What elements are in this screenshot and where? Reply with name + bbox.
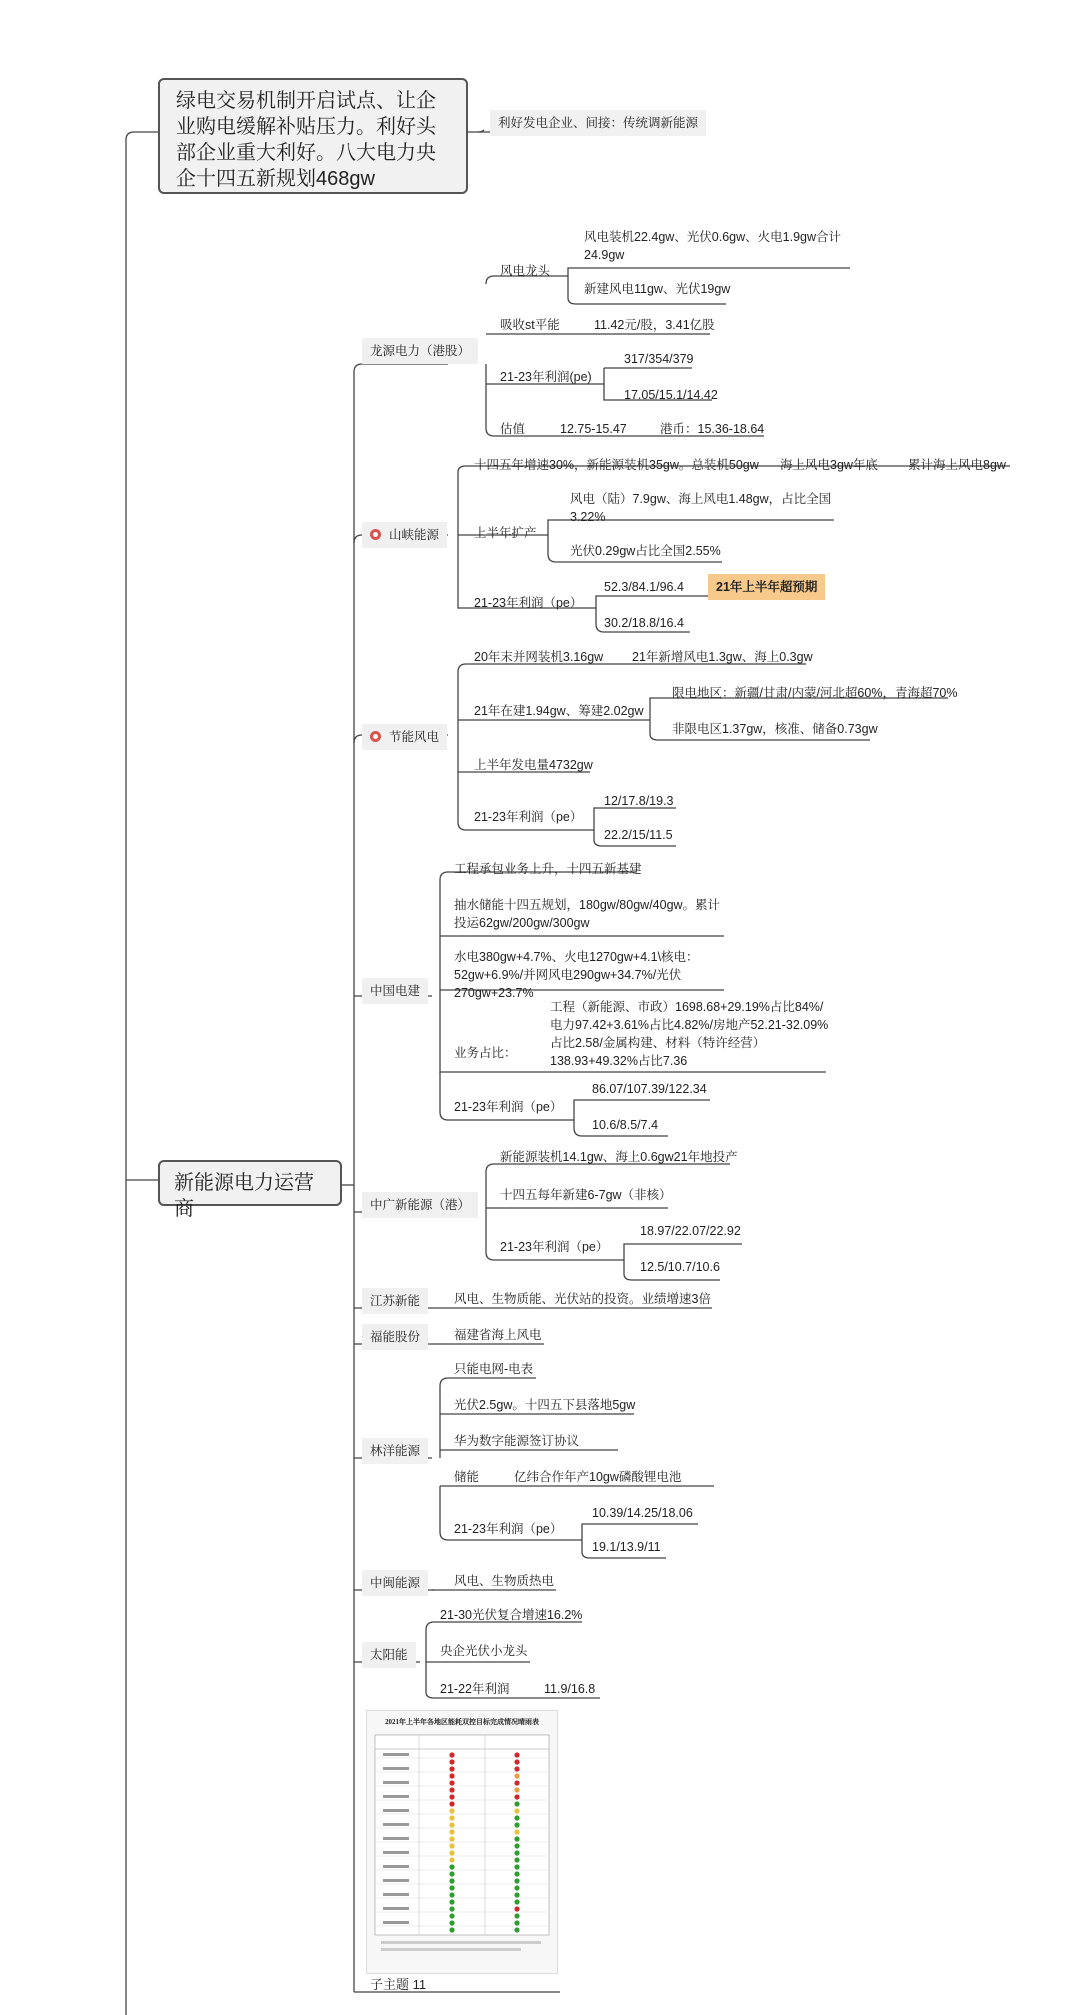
- sanxia-offshore2: 累计海上风电8gw: [908, 458, 1006, 472]
- linyang-profit: 21-23年利润（pe）: [454, 1522, 563, 1536]
- linyang-profit-v2: 19.1/13.9/11: [592, 1540, 661, 1554]
- subtopic-label: 子主题 11: [370, 1977, 427, 1992]
- jieneng-h1: 上半年发电量4732gw: [474, 758, 593, 772]
- jieneng-limited: 限电地区：新疆/甘肃/内蒙/河北超60%，青海超70%: [672, 686, 958, 700]
- jiangsu-detail: 风电、生物质能、光伏站的投资。业绩增速3倍: [454, 1292, 711, 1306]
- sanxia-plan: 十四五年增速30%，新能源装机35gw。总装机50gw: [474, 458, 759, 472]
- taiyang-profit-v: 11.9/16.8: [544, 1682, 596, 1696]
- zgdj-item2: 抽水储能十四五规划，180gw/80gw/40gw。累计投运62gw/200gw/300gw: [454, 898, 721, 930]
- subtopic-image-title: 2021年上半年各地区能耗双控目标完成情况晴雨表: [385, 1718, 539, 1726]
- zgxny-profit: 21-23年利润（pe）: [500, 1240, 609, 1254]
- subtopic-image[interactable]: [366, 1710, 558, 1974]
- longyuan-valuation: 估值: [500, 422, 526, 436]
- top-topic-text: 绿电交易机制开启试点、让企业购电缓解补贴压力。利好头部企业重大利好。八大电力央企十四五新规划468gw: [176, 90, 436, 190]
- zgdj-profit-v1: 86.07/107.39/122.34: [592, 1082, 707, 1096]
- linyang-profit-v1: 10.39/14.25/18.06: [592, 1506, 693, 1520]
- linyang-item2: 光伏2.5gw。十四五下县落地5gw: [454, 1398, 636, 1412]
- top-topic-box[interactable]: [158, 78, 468, 194]
- longyuan-profit: 21-23年利润(pe): [500, 370, 592, 384]
- longyuan-absorb: 吸收st平能: [500, 318, 560, 332]
- branch-linyang[interactable]: [362, 1438, 428, 1464]
- branch-taiyang[interactable]: [362, 1642, 416, 1668]
- linyang-storage: 储能: [454, 1470, 480, 1484]
- zgxny-item1: 新能源装机14.1gw、海上0.6gw21年地投产: [500, 1150, 738, 1164]
- linyang-storage-detail: 亿纬合作年产10gw磷酸锂电池: [514, 1470, 682, 1484]
- branch-jiangsu-label: 江苏新能: [370, 1294, 421, 1308]
- longyuan-wind-detail2: 新建风电11gw、光伏19gw: [584, 282, 731, 296]
- sanxia-expand2: 光伏0.29gw占比全国2.55%: [570, 544, 721, 558]
- taiyang-item2: 央企光伏小龙头: [440, 1644, 528, 1658]
- branch-jiangsu[interactable]: [362, 1288, 428, 1314]
- longyuan-profit-v2: 17.05/15.1/14.42: [624, 388, 718, 402]
- sanxia-expand: 上半年扩产: [474, 526, 537, 540]
- branch-funeng-label: 福能股份: [370, 1330, 421, 1344]
- main-topic-box[interactable]: [158, 1160, 342, 1220]
- zgdj-item3: 水电380gw+4.7%、火电1270gw+4.1\核电：52gw+6.9%/并网风电290gw+34.7%/光伏270gw+23.7%: [454, 950, 699, 1000]
- sanxia-icon: [370, 529, 381, 540]
- branch-jieneng[interactable]: [362, 724, 447, 750]
- jieneng-profit-v2: 22.2/15/11.5: [604, 828, 673, 842]
- top-note[interactable]: [490, 110, 706, 136]
- sanxia-profit: 21-23年利润（pe）: [474, 596, 583, 610]
- top-note-text: 利好发电企业、间接：传统调新能源: [498, 116, 699, 130]
- funeng-detail: 福建省海上风电: [454, 1328, 542, 1342]
- sanxia-profit-v1: 52.3/84.1/96.4: [604, 580, 684, 594]
- branch-sanxia[interactable]: [362, 522, 447, 548]
- taiyang-item1: 21-30光伏复合增速16.2%: [440, 1608, 583, 1622]
- zgxny-item2: 十四五每年新建6-7gw（非核）: [500, 1188, 672, 1202]
- longyuan-absorb-detail: 11.42元/股，3.41亿股: [594, 318, 715, 332]
- branch-zhongmin-label: 中闽能源: [370, 1576, 421, 1590]
- zhongmin-detail: 风电、生物质热电: [454, 1574, 555, 1588]
- sanxia-highlight[interactable]: 21年上半年超预期: [708, 574, 825, 600]
- sanxia-offshore1: 海上风电3gw年底: [780, 458, 878, 472]
- zgxny-profit-v1: 18.97/22.07/22.92: [640, 1224, 741, 1238]
- linyang-item1: 只能电网-电表: [454, 1362, 534, 1376]
- main-topic-text: 新能源电力运营商: [174, 1172, 314, 1220]
- sanxia-profit-v2: 30.2/18.8/16.4: [604, 616, 684, 630]
- longyuan-wind-head: 风电龙头: [500, 264, 551, 278]
- branch-zgxny[interactable]: [362, 1192, 478, 1218]
- sanxia-expand1: 风电（陆）7.9gw、海上风电1.48gw，占比全国3.22%: [570, 492, 832, 524]
- jieneng-icon: [370, 731, 381, 742]
- longyuan-val1: 12.75-15.47: [560, 422, 627, 436]
- zgdj-biz: 业务占比：: [454, 1046, 517, 1060]
- branch-funeng[interactable]: [362, 1324, 428, 1350]
- branch-zgdj-label: 中国电建: [370, 984, 421, 998]
- zgxny-profit-v2: 12.5/10.7/10.6: [640, 1260, 720, 1274]
- branch-longyuan-label: 龙源电力（港股）: [370, 344, 471, 358]
- branch-zgxny-label: 中广新能源（港）: [370, 1198, 471, 1212]
- branch-zgdj[interactable]: [362, 978, 428, 1004]
- linyang-item3: 华为数字能源签订协议: [454, 1434, 580, 1448]
- zgdj-biz-detail: 工程（新能源、市政）1698.68+29.19%占比84%/电力97.42+3.61%占比4.82%/房地产52.21-32.09%占比2.58/金属构建、材料（特许经营）138.93+49.32%占比7.36: [550, 1000, 829, 1068]
- jieneng-profit-v1: 12/17.8/19.3: [604, 794, 674, 808]
- jieneng-new2021: 21年新增风电1.3gw、海上0.3gw: [632, 650, 813, 664]
- taiyang-profit: 21-22年利润: [440, 1682, 510, 1696]
- branch-taiyang-label: 太阳能: [370, 1648, 408, 1662]
- zgdj-item1: 工程承包业务上升，十四五新基建: [454, 862, 642, 876]
- branch-jieneng-label: 节能风电: [389, 730, 440, 744]
- longyuan-wind-detail1: 风电装机22.4gw、光伏0.6gw、火电1.9gw合计24.9gw: [584, 230, 842, 262]
- branch-longyuan[interactable]: [362, 338, 478, 364]
- longyuan-val2: 港币：15.36-18.64: [660, 422, 765, 436]
- branch-zhongmin[interactable]: [362, 1570, 428, 1596]
- jieneng-unlimited: 非限电区1.37gw，核准、储备0.73gw: [672, 722, 878, 736]
- branch-sanxia-label: 山峡能源: [389, 528, 440, 542]
- jieneng-building: 21年在建1.94gw、筹建2.02gw: [474, 704, 644, 718]
- jieneng-profit: 21-23年利润（pe）: [474, 810, 583, 824]
- jieneng-grid: 20年末并网装机3.16gw: [474, 650, 604, 664]
- longyuan-profit-v1: 317/354/379: [624, 352, 694, 366]
- zgdj-profit-v2: 10.6/8.5/7.4: [592, 1118, 659, 1132]
- branch-linyang-label: 林洋能源: [370, 1444, 421, 1458]
- subtopic-image-graphic: [367, 1727, 557, 1967]
- zgdj-profit: 21-23年利润（pe）: [454, 1100, 563, 1114]
